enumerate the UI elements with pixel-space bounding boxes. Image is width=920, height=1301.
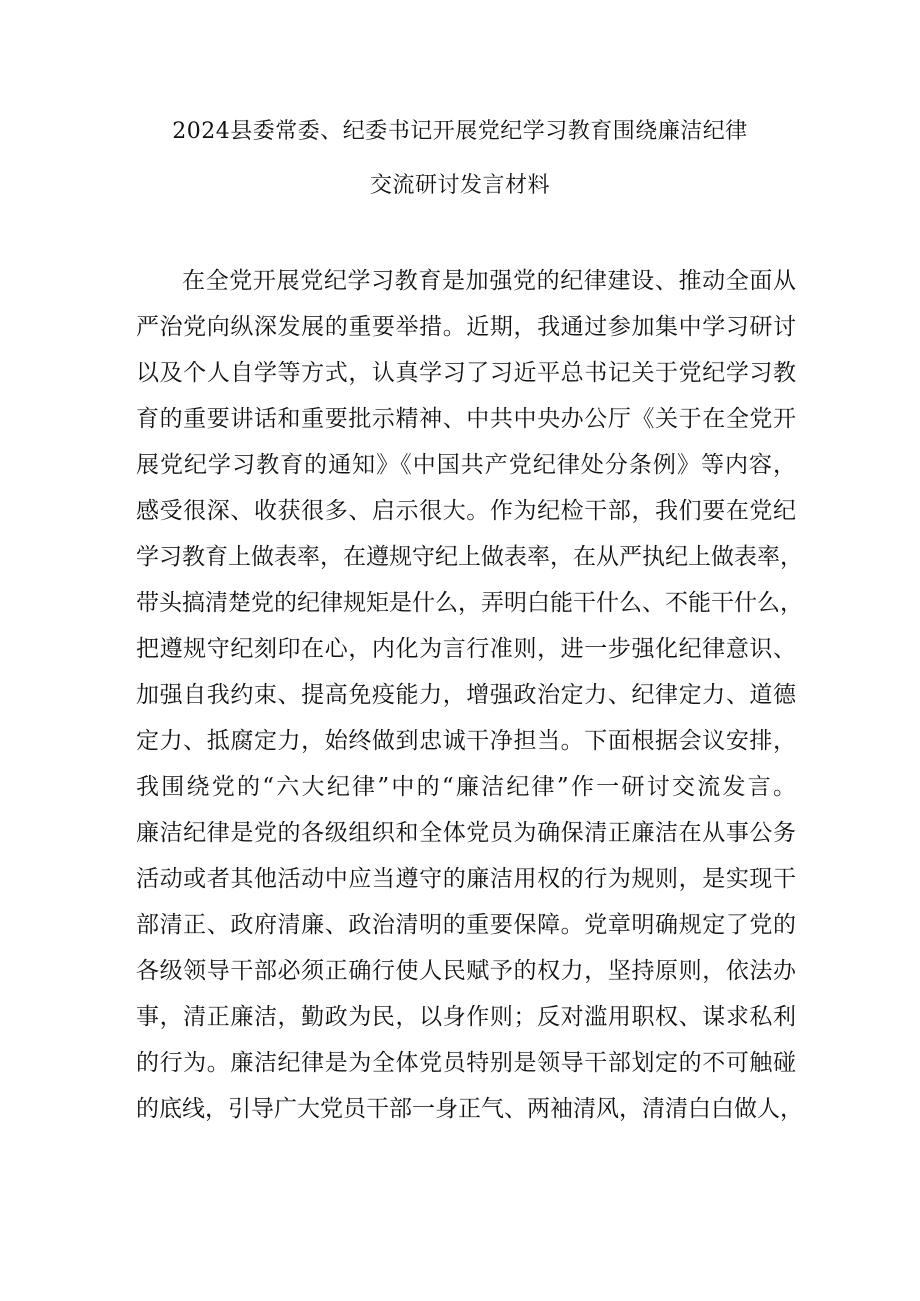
- paragraph-line: 部清正、政府清廉、政治清明的重要保障。党章明确规定了党的: [136, 912, 796, 938]
- paragraph-line: 学习教育上做表率，在遵规守纪上做表率，在从严执纪上做表率，: [136, 544, 803, 570]
- document-title-line-1: 2024县委常委、纪委书记开展党纪学习教育围绕廉洁纪律: [172, 119, 748, 144]
- paragraph-line: 把遵规守纪刻印在心，内化为言行准则，进一步强化纪律意识、: [136, 636, 796, 662]
- paragraph-line: 严治党向纵深发展的重要举措。近期，我通过参加集中学习研讨: [136, 314, 796, 340]
- paragraph-line: 在全党开展党纪学习教育是加强党的纪律建设、推动全面从: [182, 268, 796, 294]
- paragraph-line: 廉洁纪律是党的各级组织和全体党员为确保清正廉洁在从事公务: [136, 820, 796, 846]
- paragraph-line: 育的重要讲话和重要批示精神、中共中央办公厅《关于在全党开: [136, 406, 796, 432]
- paragraph-line: 的行为。廉洁纪律是为全体党员特别是领导干部划定的不可触碰: [136, 1050, 796, 1076]
- paragraph-line: 事，清正廉洁，勤政为民，以身作则；反对滥用职权、谋求私利: [136, 1004, 796, 1030]
- paragraph-line: 感受很深、收获很多、启示很大。作为纪检干部，我们要在党纪: [136, 498, 796, 524]
- paragraph-line: 我围绕党的“六大纪律”中的“廉洁纪律”作一研讨交流发言。: [136, 774, 796, 800]
- paragraph-line: 加强自我约束、提高免疫能力，增强政治定力、纪律定力、道德: [136, 682, 796, 708]
- paragraph-line: 活动或者其他活动中应当遵守的廉洁用权的行为规则，是实现干: [136, 866, 796, 892]
- document-title-line-2: 交流研讨发言材料: [369, 173, 550, 198]
- paragraph-line: 带头搞清楚党的纪律规矩是什么，弄明白能干什么、不能干什么，: [136, 590, 803, 616]
- paragraph-line: 定力、抵腐定力，始终做到忠诚干净担当。下面根据会议安排，: [136, 728, 796, 754]
- paragraph-line: 展党纪学习教育的通知》《中国共产党纪律处分条例》等内容，: [136, 452, 796, 478]
- paragraph-line: 以及个人自学等方式，认真学习了习近平总书记关于党纪学习教: [136, 360, 796, 386]
- paragraph-line: 各级领导干部必须正确行使人民赋予的权力，坚持原则，依法办: [136, 958, 796, 984]
- paragraph-line: 的底线，引导广大党员干部一身正气、两袖清风，清清白白做人，: [136, 1096, 803, 1122]
